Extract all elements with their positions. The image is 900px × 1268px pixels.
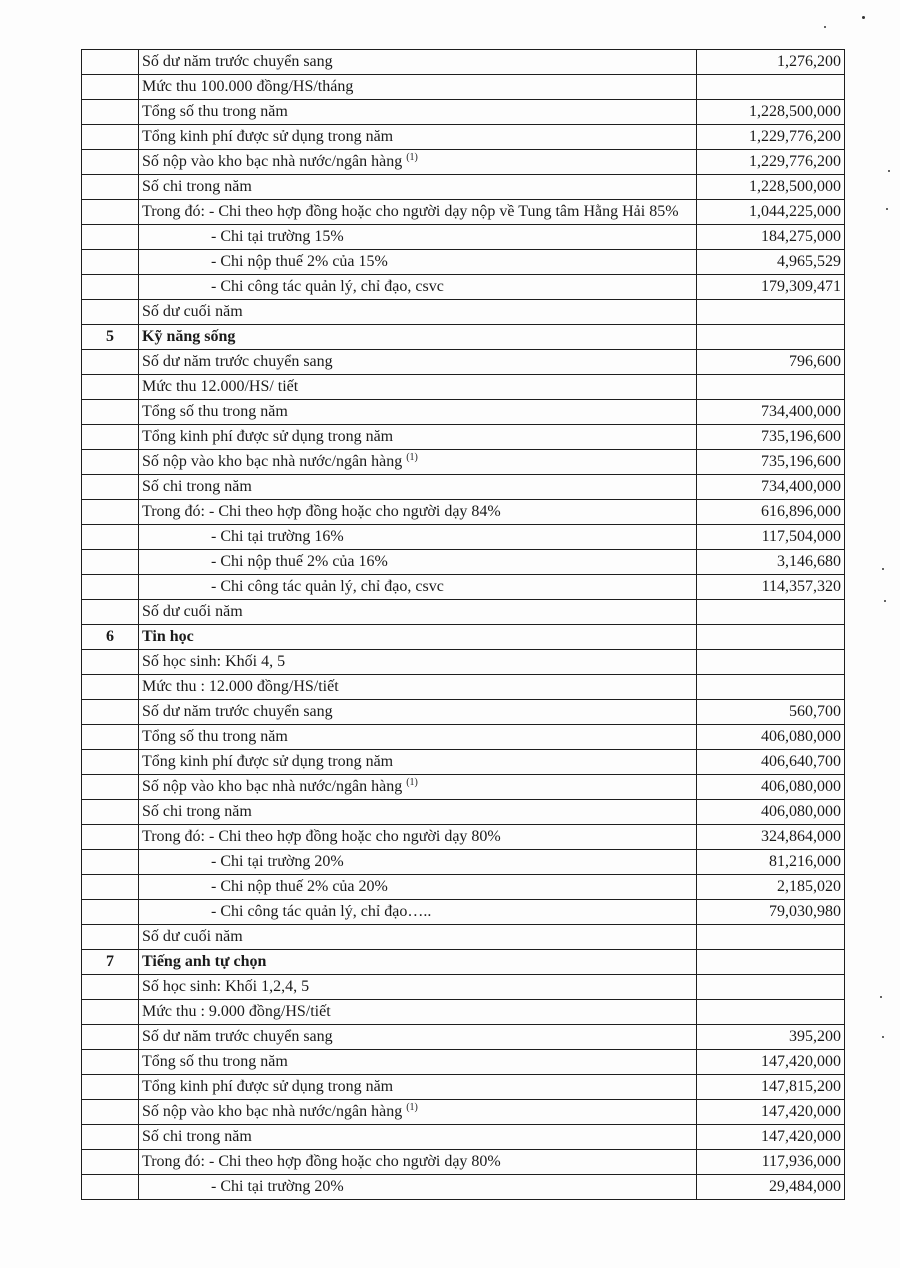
description-text: Tổng số thu trong năm (142, 1053, 288, 1070)
amount-cell: 3,146,680 (697, 550, 845, 575)
table-row (82, 450, 845, 475)
table-row (82, 175, 845, 200)
table-row (82, 125, 845, 150)
table-row (82, 900, 845, 925)
description-cell (139, 1150, 697, 1175)
amount-cell: 29,484,000 (697, 1175, 845, 1200)
row-number-cell (82, 875, 139, 900)
description-text: - Chi công tác quản lý, chỉ đạo, csvc (211, 278, 444, 295)
table-row (82, 1175, 845, 1200)
description-text: Trong đó: - Chi theo hợp đồng hoặc cho người dạy nộp về Tung tâm Hằng Hải 85% (142, 203, 679, 220)
amount-cell: 147,420,000 (697, 1050, 845, 1075)
table-row (82, 1125, 845, 1150)
description-cell (139, 1050, 697, 1075)
description-cell (139, 225, 697, 250)
row-number-cell (82, 150, 139, 175)
row-number-cell (82, 800, 139, 825)
table-row (82, 975, 845, 1000)
description-cell (139, 750, 697, 775)
description-text: - Chi tại trường 20% (211, 853, 344, 870)
description-text: Tổng kinh phí được sử dụng trong năm (142, 428, 394, 445)
row-number-cell (82, 1125, 139, 1150)
description-text: Số học sinh: Khối 1,2,4, 5 (142, 978, 310, 995)
row-number-cell (82, 1025, 139, 1050)
description-cell (139, 275, 697, 300)
description-cell (139, 1075, 697, 1100)
description-cell (139, 100, 697, 125)
amount-cell (697, 625, 845, 650)
description-text: Tiếng anh tự chọn (142, 953, 267, 970)
scan-speck (880, 996, 882, 998)
row-number-cell: 6 (82, 625, 139, 650)
row-number-cell (82, 900, 139, 925)
row-number-cell (82, 1050, 139, 1075)
amount-cell (697, 375, 845, 400)
amount-cell: 395,200 (697, 1025, 845, 1050)
amount-cell (697, 600, 845, 625)
description-cell (139, 1175, 697, 1200)
description-text: - Chi công tác quản lý, chỉ đạo, csvc (211, 578, 444, 595)
row-number-cell (82, 775, 139, 800)
table-row (82, 1075, 845, 1100)
row-number-cell (82, 375, 139, 400)
amount-cell: 406,080,000 (697, 725, 845, 750)
description-text: - Chi nộp thuế 2% của 16% (211, 553, 388, 570)
scan-speck (884, 600, 886, 602)
section-header-row (82, 950, 845, 975)
description-cell (139, 900, 697, 925)
row-number-cell (82, 225, 139, 250)
description-cell (139, 450, 697, 475)
description-cell (139, 1000, 697, 1025)
description-cell (139, 625, 697, 650)
row-number-cell (82, 50, 139, 75)
description-cell (139, 300, 697, 325)
row-number-cell (82, 1150, 139, 1175)
table-row (82, 350, 845, 375)
report-table-body (82, 50, 845, 1200)
description-cell (139, 325, 697, 350)
section-header-row (82, 625, 845, 650)
amount-cell (697, 675, 845, 700)
description-cell (139, 400, 697, 425)
description-cell (139, 550, 697, 575)
description-cell (139, 775, 697, 800)
description-cell (139, 250, 697, 275)
description-text: - Chi công tác quản lý, chỉ đạo….. (211, 903, 432, 920)
row-number-cell (82, 700, 139, 725)
row-number-cell (82, 600, 139, 625)
table-row (82, 1025, 845, 1050)
amount-cell: 179,309,471 (697, 275, 845, 300)
table-row (82, 650, 845, 675)
amount-cell: 734,400,000 (697, 475, 845, 500)
description-cell (139, 50, 697, 75)
scan-speck (882, 1036, 884, 1038)
table-row (82, 675, 845, 700)
amount-cell: 560,700 (697, 700, 845, 725)
description-text: Số chi trong năm (142, 478, 252, 495)
description-text: Trong đó: - Chi theo hợp đồng hoặc cho người dạy 80% (142, 828, 501, 845)
description-text: Kỹ năng sống (142, 328, 236, 345)
table-row (82, 475, 845, 500)
description-cell (139, 700, 697, 725)
amount-cell: 734,400,000 (697, 400, 845, 425)
table-row (82, 1050, 845, 1075)
description-cell (139, 525, 697, 550)
row-number-cell (82, 725, 139, 750)
description-text: Số dư năm trước chuyển sang (142, 53, 333, 70)
amount-cell: 114,357,320 (697, 575, 845, 600)
table-row (82, 850, 845, 875)
description-cell (139, 1125, 697, 1150)
amount-cell: 324,864,000 (697, 825, 845, 850)
description-text: Số học sinh: Khối 4, 5 (142, 653, 286, 670)
table-row (82, 150, 845, 175)
description-text: Số chi trong năm (142, 803, 252, 820)
amount-cell (697, 75, 845, 100)
description-text: Tổng kinh phí được sử dụng trong năm (142, 128, 394, 145)
footnote-marker: (1) (406, 152, 418, 163)
description-text: Tổng số thu trong năm (142, 403, 288, 420)
description-text: Số nộp vào kho bạc nhà nước/ngân hàng (142, 778, 403, 795)
description-text: - Chi tại trường 15% (211, 228, 344, 245)
table-row (82, 800, 845, 825)
amount-cell (697, 950, 845, 975)
table-row (82, 1100, 845, 1125)
row-number-cell (82, 400, 139, 425)
amount-cell: 79,030,980 (697, 900, 845, 925)
row-number-cell (82, 125, 139, 150)
description-text: Tin học (142, 628, 194, 645)
table-row (82, 200, 845, 225)
row-number-cell (82, 350, 139, 375)
description-text: Tổng kinh phí được sử dụng trong năm (142, 1078, 394, 1095)
row-number-cell (82, 250, 139, 275)
row-number-cell (82, 675, 139, 700)
row-number-cell (82, 200, 139, 225)
table-row (82, 550, 845, 575)
description-text: Số dư cuối năm (142, 303, 243, 320)
amount-cell: 406,080,000 (697, 800, 845, 825)
amount-cell: 1,228,500,000 (697, 100, 845, 125)
description-text: - Chi nộp thuế 2% của 15% (211, 253, 388, 270)
row-number-cell (82, 1000, 139, 1025)
description-text: Trong đó: - Chi theo hợp đồng hoặc cho người dạy 80% (142, 1153, 501, 1170)
footnote-marker: (1) (406, 777, 418, 788)
row-number-cell (82, 575, 139, 600)
amount-cell: 796,600 (697, 350, 845, 375)
description-cell (139, 150, 697, 175)
row-number-cell (82, 275, 139, 300)
amount-cell: 4,965,529 (697, 250, 845, 275)
description-cell (139, 600, 697, 625)
description-text: Số dư năm trước chuyển sang (142, 353, 333, 370)
amount-cell: 1,276,200 (697, 50, 845, 75)
description-cell (139, 925, 697, 950)
amount-cell (697, 325, 845, 350)
amount-cell (697, 975, 845, 1000)
amount-cell: 1,229,776,200 (697, 125, 845, 150)
amount-cell: 184,275,000 (697, 225, 845, 250)
row-number-cell (82, 300, 139, 325)
description-cell (139, 175, 697, 200)
description-cell (139, 725, 697, 750)
description-text: Mức thu : 9.000 đồng/HS/tiết (142, 1003, 331, 1020)
table-row (82, 400, 845, 425)
amount-cell: 735,196,600 (697, 450, 845, 475)
scan-speck (888, 170, 890, 172)
description-text: Số dư cuối năm (142, 928, 243, 945)
description-cell (139, 200, 697, 225)
description-cell (139, 1100, 697, 1125)
table-row (82, 275, 845, 300)
description-text: Số nộp vào kho bạc nhà nước/ngân hàng (142, 453, 403, 470)
amount-cell: 735,196,600 (697, 425, 845, 450)
table-row (82, 525, 845, 550)
table-row (82, 375, 845, 400)
description-cell (139, 75, 697, 100)
amount-cell: 2,185,020 (697, 875, 845, 900)
scan-speck (886, 208, 888, 210)
amount-cell: 616,896,000 (697, 500, 845, 525)
amount-cell (697, 1000, 845, 1025)
description-text: - Chi tại trường 16% (211, 528, 344, 545)
footnote-marker: (1) (406, 1102, 418, 1113)
row-number-cell (82, 500, 139, 525)
row-number-cell (82, 425, 139, 450)
description-text: Tổng kinh phí được sử dụng trong năm (142, 753, 394, 770)
description-text: - Chi nộp thuế 2% của 20% (211, 878, 388, 895)
row-number-cell (82, 825, 139, 850)
row-number-cell (82, 100, 139, 125)
table-row (82, 50, 845, 75)
table-row (82, 700, 845, 725)
scan-speck (862, 16, 865, 19)
description-text: - Chi tại trường 20% (211, 1178, 344, 1195)
amount-cell: 81,216,000 (697, 850, 845, 875)
amount-cell: 147,420,000 (697, 1100, 845, 1125)
row-number-cell (82, 1100, 139, 1125)
description-cell (139, 575, 697, 600)
description-cell (139, 125, 697, 150)
row-number-cell (82, 750, 139, 775)
description-cell (139, 375, 697, 400)
amount-cell: 147,420,000 (697, 1125, 845, 1150)
amount-cell: 1,229,776,200 (697, 150, 845, 175)
description-text: Số dư năm trước chuyển sang (142, 1028, 333, 1045)
table-row (82, 250, 845, 275)
table-row (82, 750, 845, 775)
description-text: Tổng số thu trong năm (142, 103, 288, 120)
amount-cell: 1,044,225,000 (697, 200, 845, 225)
row-number-cell (82, 1175, 139, 1200)
amount-cell: 406,080,000 (697, 775, 845, 800)
description-text: Tổng số thu trong năm (142, 728, 288, 745)
amount-cell: 117,504,000 (697, 525, 845, 550)
row-number-cell: 5 (82, 325, 139, 350)
description-cell (139, 950, 697, 975)
description-text: Số chi trong năm (142, 178, 252, 195)
description-cell (139, 475, 697, 500)
description-text: Mức thu 100.000 đồng/HS/tháng (142, 78, 354, 95)
row-number-cell (82, 850, 139, 875)
row-number-cell (82, 1075, 139, 1100)
table-row (82, 1000, 845, 1025)
description-cell (139, 650, 697, 675)
description-text: Số dư năm trước chuyển sang (142, 703, 333, 720)
table-row (82, 875, 845, 900)
description-cell (139, 350, 697, 375)
description-text: Mức thu 12.000/HS/ tiết (142, 378, 299, 395)
amount-cell (697, 925, 845, 950)
table-row (82, 100, 845, 125)
table-row (82, 500, 845, 525)
row-number-cell (82, 75, 139, 100)
description-cell (139, 975, 697, 1000)
amount-cell: 147,815,200 (697, 1075, 845, 1100)
row-number-cell (82, 450, 139, 475)
description-cell (139, 800, 697, 825)
description-cell (139, 875, 697, 900)
row-number-cell (82, 525, 139, 550)
description-cell (139, 825, 697, 850)
row-number-cell (82, 925, 139, 950)
row-number-cell (82, 475, 139, 500)
description-cell (139, 675, 697, 700)
row-number-cell (82, 975, 139, 1000)
description-text: Số chi trong năm (142, 1128, 252, 1145)
table-row (82, 575, 845, 600)
row-number-cell (82, 550, 139, 575)
row-number-cell (82, 175, 139, 200)
description-text: Trong đó: - Chi theo hợp đồng hoặc cho người dạy 84% (142, 503, 501, 520)
row-number-cell (82, 650, 139, 675)
amount-cell: 406,640,700 (697, 750, 845, 775)
table-row (82, 825, 845, 850)
table-row (82, 925, 845, 950)
table-row (82, 775, 845, 800)
table-row (82, 225, 845, 250)
table-row (82, 1150, 845, 1175)
table-row (82, 300, 845, 325)
description-text: Số nộp vào kho bạc nhà nước/ngân hàng (142, 153, 403, 170)
description-cell (139, 500, 697, 525)
table-row (82, 425, 845, 450)
table-row (82, 600, 845, 625)
amount-cell: 1,228,500,000 (697, 175, 845, 200)
description-text: Số dư cuối năm (142, 603, 243, 620)
amount-cell (697, 650, 845, 675)
fee-report-table (81, 49, 845, 1200)
row-number-cell: 7 (82, 950, 139, 975)
table-row (82, 725, 845, 750)
scan-speck (824, 26, 826, 28)
description-cell (139, 1025, 697, 1050)
amount-cell: 117,936,000 (697, 1150, 845, 1175)
amount-cell (697, 300, 845, 325)
scan-speck (882, 568, 884, 570)
footnote-marker: (1) (406, 452, 418, 463)
description-cell (139, 425, 697, 450)
description-cell (139, 850, 697, 875)
section-header-row (82, 325, 845, 350)
table-row (82, 75, 845, 100)
description-text: Mức thu : 12.000 đồng/HS/tiết (142, 678, 339, 695)
description-text: Số nộp vào kho bạc nhà nước/ngân hàng (142, 1103, 403, 1120)
